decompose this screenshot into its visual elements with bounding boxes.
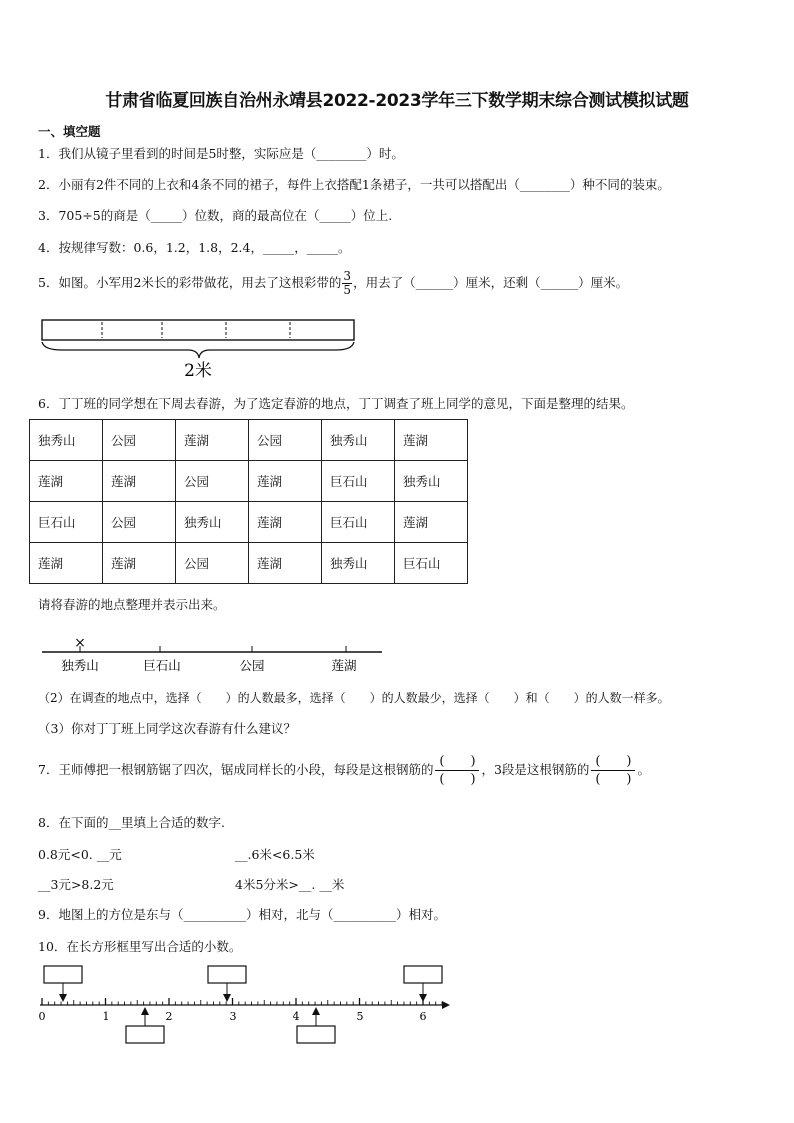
axis-label: 莲湖: [331, 658, 357, 673]
table-cell: 公园: [103, 420, 176, 461]
table-cell: 莲湖: [249, 461, 322, 502]
number-line-arrowhead: [442, 1001, 450, 1009]
q7-frac-num: ( ): [435, 753, 479, 771]
answer-box[interactable]: [404, 966, 442, 983]
tally-axis: [38, 632, 388, 676]
ribbon-length-label: 2米: [184, 361, 212, 381]
q5-frac-num: 3: [343, 269, 352, 283]
answer-box[interactable]: [126, 1026, 164, 1043]
tick-label: 6: [419, 1010, 427, 1023]
q5-text-before: 5．如图。小军用2米长的彩带做花，用去了这根彩带的: [38, 275, 342, 290]
table-cell: 巨石山: [322, 461, 395, 502]
question-2: 2．小丽有2件不同的上衣和4条不同的裙子，每件上衣搭配1条裙子，一共可以搭配出（________）种不同的装束。: [38, 177, 670, 192]
question-8: 8．在下面的__里填上合适的数字.: [38, 815, 225, 830]
axis-label: 独秀山: [61, 658, 99, 673]
question-9: 9．地图上的方位是东与（__________）相对，北与（__________）相对。: [38, 907, 446, 922]
question-3: 3．705÷5的商是（_____）位数，商的最高位在（_____）位上.: [38, 208, 393, 223]
tick-label: 5: [356, 1010, 364, 1023]
table-cell: 莲湖: [249, 502, 322, 543]
table-cell: 巨石山: [30, 502, 103, 543]
table-cell: 巨石山: [322, 502, 395, 543]
q8-item: 4米5分米>__. __米: [235, 877, 345, 892]
table-row: [30, 543, 468, 584]
q8-item: __.6米<6.5米: [235, 847, 315, 862]
number-line: [40, 998, 450, 1009]
q5-fraction: [342, 270, 352, 297]
answer-box[interactable]: [297, 1026, 335, 1043]
question-7: [38, 750, 650, 790]
table-cell: 莲湖: [103, 461, 176, 502]
q8-item: __3元>8.2元: [38, 877, 114, 892]
q7-frac-num: ( ): [591, 753, 635, 771]
table-cell: 公园: [176, 461, 249, 502]
table-cell: 独秀山: [395, 461, 468, 502]
table-cell: 莲湖: [249, 543, 322, 584]
q5-text-after: ，用去了（______）厘米，还剩（______）厘米。: [353, 275, 629, 290]
table-cell: 莲湖: [30, 461, 103, 502]
q7-text-after: 。: [637, 762, 650, 777]
q7-fraction-1: [435, 753, 479, 788]
table-cell: 公园: [103, 502, 176, 543]
answer-box[interactable]: [208, 966, 246, 983]
table-row: [30, 502, 468, 543]
table-cell: 独秀山: [30, 420, 103, 461]
tick-label: 1: [102, 1010, 110, 1023]
table-cell: 莲湖: [395, 502, 468, 543]
q5-frac-den: 5: [343, 283, 352, 297]
answer-box[interactable]: [44, 966, 82, 983]
ribbon-figure: [38, 316, 363, 386]
table-cell: 公园: [249, 420, 322, 461]
question-1: 1．我们从镜子里看到的时间是5时整，实际应是（________）时。: [38, 146, 404, 161]
question-5: [38, 267, 628, 299]
axis-label: 巨石山: [143, 658, 181, 673]
table-cell: 莲湖: [176, 420, 249, 461]
table-cell: 独秀山: [322, 420, 395, 461]
q6-part-2: （2）在调查的地点中，选择（ ）的人数最多，选择（ ）的人数最少，选择（ ）和（ ）的人数一样多。: [38, 691, 670, 705]
section-heading: 一、填空题: [38, 124, 101, 139]
q6-instruction: 请将春游的地点整理并表示出来。: [38, 597, 226, 612]
table-cell: 莲湖: [103, 543, 176, 584]
table-row: [30, 461, 468, 502]
question-10: 10．在长方形框里写出合适的小数。: [38, 939, 242, 954]
tick-label: 0: [38, 1010, 46, 1023]
q7-text-middle: ，3段是这根钢筋的: [481, 762, 590, 777]
axis-label: 公园: [239, 658, 265, 673]
ribbon-brace: [42, 342, 354, 358]
table-cell: 独秀山: [176, 502, 249, 543]
question-4: 4．按规律写数：0.6，1.2，1.8，2.4，_____，_____。: [38, 240, 351, 255]
tick-label: 4: [292, 1010, 300, 1023]
tally-mark: ×: [74, 635, 86, 651]
table-cell: 巨石山: [395, 543, 468, 584]
q7-frac-den: ( ): [439, 772, 476, 787]
q6-part-3: （3）你对丁丁班上同学这次春游有什么建议？: [38, 721, 296, 736]
tick-label: 2: [165, 1010, 173, 1023]
table-cell: 莲湖: [30, 543, 103, 584]
number-line-figure: [34, 962, 454, 1046]
q7-text-before: 7．王师傅把一根钢筋锯了四次，锯成同样长的小段，每段是这根钢筋的: [38, 762, 434, 777]
q7-frac-den: ( ): [595, 772, 632, 787]
survey-table: [29, 419, 468, 584]
q7-fraction-2: [591, 753, 635, 788]
table-cell: 莲湖: [395, 420, 468, 461]
question-6: 6．丁丁班的同学想在下周去春游，为了选定春游的地点，丁丁调查了班上同学的意见，下面是整理的结果。: [38, 396, 634, 411]
table-cell: 独秀山: [322, 543, 395, 584]
table-row: [30, 420, 468, 461]
q8-item: 0.8元<0. __元: [38, 847, 122, 862]
tick-label: 3: [229, 1010, 237, 1023]
ribbon-bar: [42, 320, 354, 340]
page-title: 甘肃省临夏回族自治州永靖县2022-2023学年三下数学期末综合测试模拟试题: [105, 91, 689, 111]
table-cell: 公园: [176, 543, 249, 584]
